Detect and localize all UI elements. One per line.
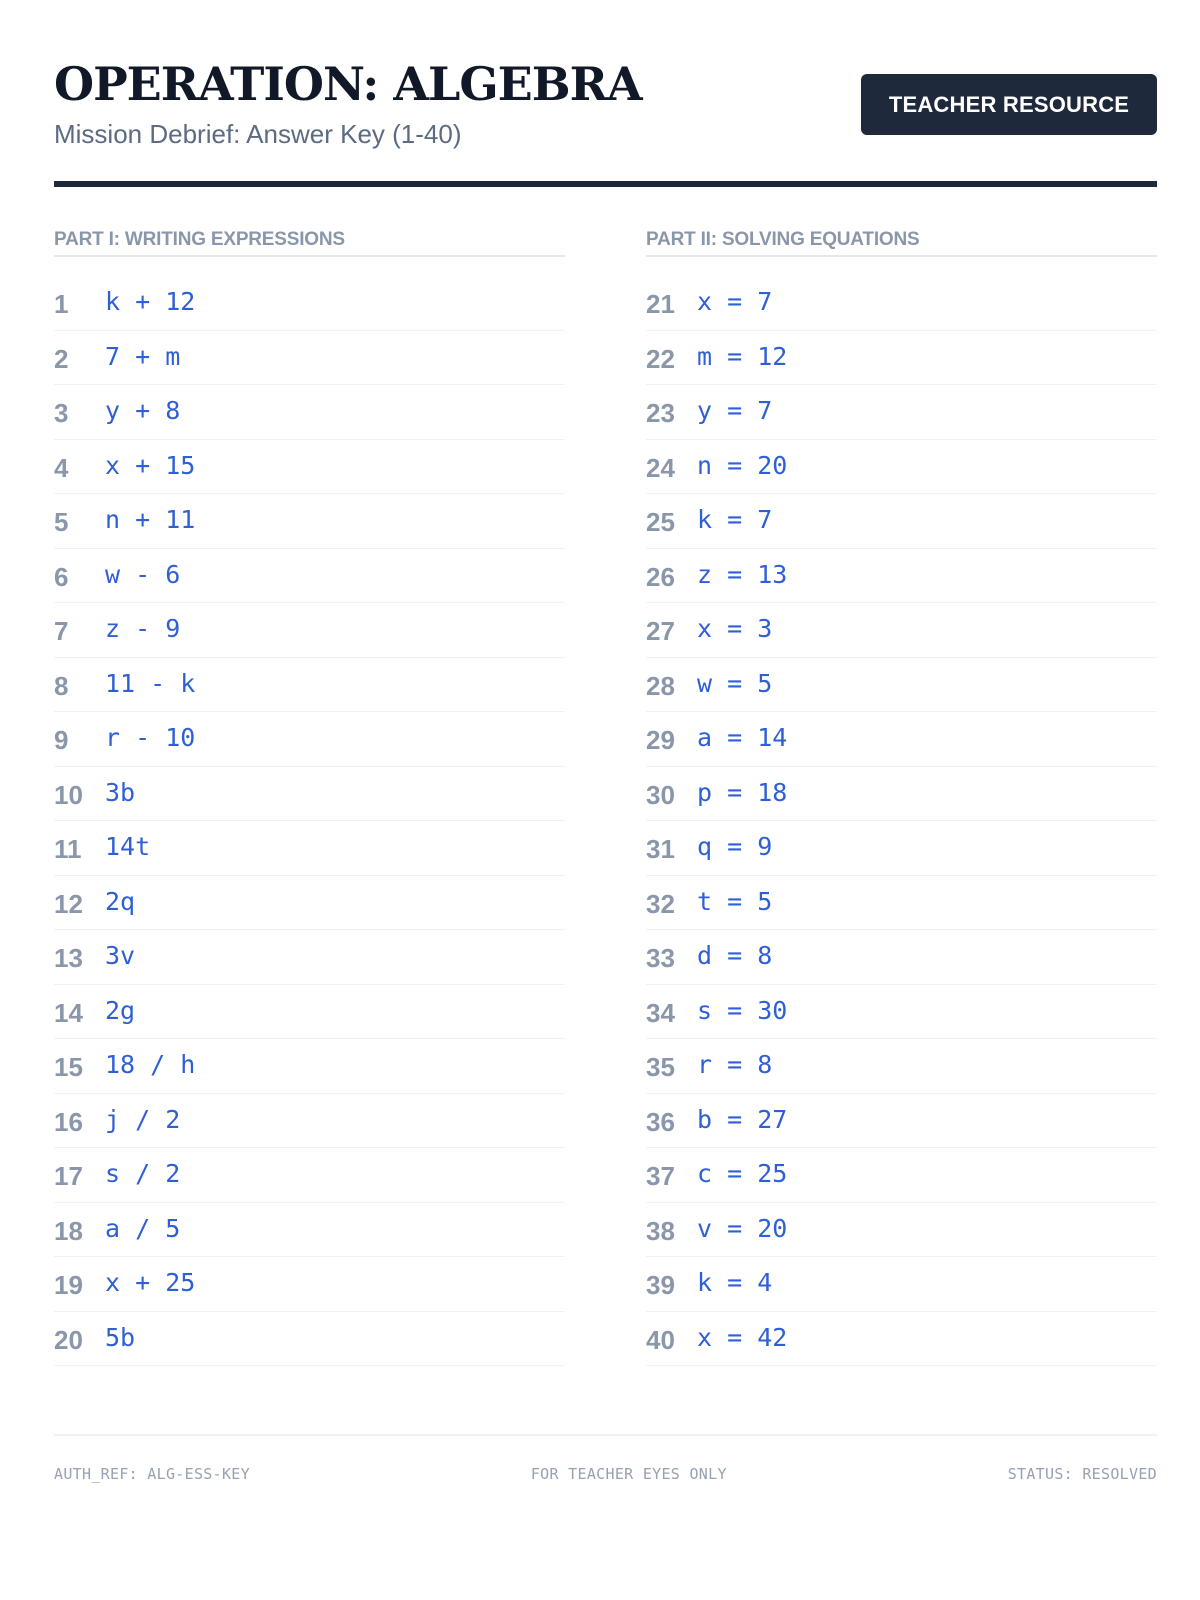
answer-text: a = 14 — [697, 723, 788, 753]
question-number: 20 — [54, 1324, 83, 1355]
answer-row — [54, 767, 565, 822]
answer-row — [646, 385, 1157, 440]
answer-text: k = 7 — [697, 505, 773, 535]
answer-row — [54, 440, 565, 495]
footer-auth-ref: AUTH_REF: ALG-ESS-KEY — [54, 1465, 250, 1483]
question-number: 16 — [54, 1106, 83, 1137]
question-number: 38 — [646, 1215, 675, 1246]
answer-row — [54, 1148, 565, 1203]
answer-text: 2g — [105, 995, 136, 1025]
answer-row — [646, 276, 1157, 331]
answer-row — [54, 930, 565, 985]
answer-text: z - 9 — [105, 614, 181, 644]
answer-text: k + 12 — [105, 287, 196, 317]
question-number: 8 — [54, 670, 69, 701]
answer-row — [646, 440, 1157, 495]
answer-text: x = 7 — [697, 287, 773, 317]
question-number: 34 — [646, 997, 675, 1028]
answer-text: 14t — [105, 832, 151, 862]
question-number: 17 — [54, 1161, 83, 1192]
question-number: 25 — [646, 507, 675, 538]
answer-row — [54, 821, 565, 876]
answer-text: s / 2 — [105, 1159, 181, 1189]
answer-row — [646, 1203, 1157, 1258]
footer-notice: FOR TEACHER EYES ONLY — [530, 1465, 727, 1483]
question-number: 29 — [646, 725, 675, 756]
answer-row — [54, 1094, 565, 1149]
part-2-column — [646, 225, 1157, 1366]
question-number: 32 — [646, 888, 675, 919]
answer-text: r = 8 — [697, 1050, 773, 1080]
question-number: 11 — [54, 834, 82, 865]
answer-text: x = 3 — [697, 614, 773, 644]
answer-text: w = 5 — [697, 668, 773, 698]
header-divider — [54, 181, 1157, 187]
answer-text: m = 12 — [697, 341, 788, 371]
footer-status: STATUS: RESOLVED — [1007, 1465, 1157, 1483]
answer-row — [54, 1312, 565, 1367]
question-number: 3 — [54, 398, 69, 429]
answer-row — [646, 985, 1157, 1040]
answer-row — [646, 658, 1157, 713]
question-number: 36 — [646, 1106, 675, 1137]
question-number: 30 — [646, 779, 675, 810]
answer-row — [646, 549, 1157, 604]
part-1-list — [54, 276, 565, 1366]
answer-text: x = 42 — [697, 1322, 788, 1352]
page-footer — [54, 1465, 1157, 1483]
question-number: 5 — [54, 507, 69, 538]
page-subtitle: Mission Debrief: Answer Key (1-40) — [54, 119, 462, 149]
answer-text: c = 25 — [697, 1159, 788, 1189]
question-number: 28 — [646, 670, 675, 701]
answer-text: k = 4 — [697, 1268, 773, 1298]
answer-text: q = 9 — [697, 832, 773, 862]
answer-text: 11 - k — [105, 668, 196, 698]
part-2-list — [646, 276, 1157, 1366]
answer-row — [646, 1257, 1157, 1312]
answer-text: 18 / h — [105, 1050, 196, 1080]
question-number: 39 — [646, 1270, 675, 1301]
answer-row — [54, 1039, 565, 1094]
question-number: 6 — [54, 561, 69, 592]
answer-text: a / 5 — [105, 1213, 181, 1243]
answer-text: j / 2 — [105, 1104, 181, 1134]
answer-text: 5b — [105, 1322, 136, 1352]
page-header — [54, 0, 1157, 187]
answer-text: y = 7 — [697, 396, 773, 426]
answer-text: 7 + m — [105, 341, 181, 371]
question-number: 33 — [646, 943, 675, 974]
answer-row — [54, 549, 565, 604]
question-number: 31 — [646, 834, 675, 865]
answer-row — [646, 331, 1157, 386]
answer-text: x + 25 — [105, 1268, 196, 1298]
answer-text: 2q — [105, 886, 136, 916]
answer-text: p = 18 — [697, 777, 788, 807]
question-number: 40 — [646, 1324, 675, 1355]
answer-columns — [54, 225, 1157, 1366]
answer-text: n = 20 — [697, 450, 788, 480]
page-title: OPERATION: ALGEBRA — [54, 57, 642, 111]
answer-row — [646, 494, 1157, 549]
question-number: 12 — [54, 888, 83, 919]
question-number: 26 — [646, 561, 675, 592]
answer-row — [54, 985, 565, 1040]
part-2-heading: PART II: SOLVING EQUATIONS — [646, 225, 1157, 257]
question-number: 21 — [646, 289, 675, 320]
answer-row — [646, 876, 1157, 931]
answer-text: r - 10 — [105, 723, 196, 753]
answer-row — [646, 767, 1157, 822]
question-number: 18 — [54, 1215, 83, 1246]
answer-row — [54, 1257, 565, 1312]
answer-text: n + 11 — [105, 505, 196, 535]
answer-text: b = 27 — [697, 1104, 788, 1134]
question-number: 15 — [54, 1052, 83, 1083]
answer-row — [54, 385, 565, 440]
answer-text: 3v — [105, 941, 136, 971]
answer-row — [54, 494, 565, 549]
answer-text: 3b — [105, 777, 136, 807]
answer-row — [646, 821, 1157, 876]
answer-row — [646, 712, 1157, 767]
question-number: 24 — [646, 452, 675, 483]
question-number: 4 — [54, 452, 69, 483]
answer-key-page — [54, 0, 1157, 1483]
question-number: 7 — [54, 616, 69, 647]
answer-text: s = 30 — [697, 995, 788, 1025]
answer-row — [54, 876, 565, 931]
part-1-heading: PART I: WRITING EXPRESSIONS — [54, 225, 565, 257]
answer-row — [646, 930, 1157, 985]
answer-row — [54, 603, 565, 658]
question-number: 2 — [54, 343, 69, 374]
answer-row — [54, 712, 565, 767]
answer-text: d = 8 — [697, 941, 773, 971]
answer-row — [54, 658, 565, 713]
answer-text: v = 20 — [697, 1213, 788, 1243]
question-number: 10 — [54, 779, 83, 810]
teacher-resource-badge: TEACHER RESOURCE — [861, 74, 1157, 135]
question-number: 27 — [646, 616, 675, 647]
answer-row — [54, 276, 565, 331]
answer-text: x + 15 — [105, 450, 196, 480]
answer-row — [646, 1039, 1157, 1094]
answer-row — [646, 1148, 1157, 1203]
question-number: 19 — [54, 1270, 83, 1301]
question-number: 22 — [646, 343, 675, 374]
question-number: 23 — [646, 398, 675, 429]
question-number: 9 — [54, 725, 69, 756]
question-number: 14 — [54, 997, 83, 1028]
footer-divider — [54, 1434, 1157, 1436]
answer-text: t = 5 — [697, 886, 773, 916]
answer-row — [646, 603, 1157, 658]
part-1-column — [54, 225, 565, 1366]
answer-row — [646, 1312, 1157, 1367]
answer-row — [54, 331, 565, 386]
answer-text: w - 6 — [105, 559, 181, 589]
answer-row — [54, 1203, 565, 1258]
question-number: 35 — [646, 1052, 675, 1083]
answer-text: y + 8 — [105, 396, 181, 426]
question-number: 1 — [54, 289, 69, 320]
question-number: 13 — [54, 943, 83, 974]
question-number: 37 — [646, 1161, 675, 1192]
answer-text: z = 13 — [697, 559, 788, 589]
answer-row — [646, 1094, 1157, 1149]
